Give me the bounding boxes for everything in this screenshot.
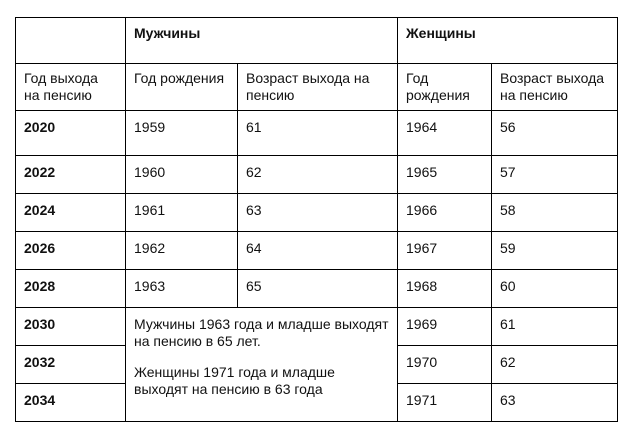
men-retirement-age: 61: [238, 111, 398, 156]
women-birth-year: 1968: [398, 270, 492, 308]
retirement-year: 2034: [16, 384, 126, 422]
men-birth-year: 1959: [126, 111, 238, 156]
column-header: Возраст выхода на пенсию: [238, 64, 398, 111]
column-header: Год выхода на пенсию: [16, 64, 126, 111]
men-note: Мужчины 1963 года и младше выходят на пенсию в 65 лет.: [134, 316, 389, 349]
men-retirement-age: 63: [238, 194, 398, 232]
women-retirement-age: 59: [492, 232, 618, 270]
column-header: Возраст выхода на пенсию: [492, 64, 618, 111]
women-birth-year: 1969: [398, 308, 492, 346]
table-row: [16, 194, 618, 232]
women-birth-year: 1970: [398, 346, 492, 384]
retirement-year: 2020: [16, 111, 126, 156]
women-retirement-age: 63: [492, 384, 618, 422]
men-header: Мужчины: [126, 18, 398, 64]
pension-table: [15, 17, 618, 422]
men-birth-year: 1960: [126, 156, 238, 194]
men-retirement-age: 64: [238, 232, 398, 270]
men-birth-year: 1963: [126, 270, 238, 308]
women-birth-year: 1967: [398, 232, 492, 270]
men-retirement-age: 65: [238, 270, 398, 308]
group-header-row: [16, 18, 618, 64]
table-row: [16, 270, 618, 308]
column-header: Год рождения: [126, 64, 238, 111]
retirement-year: 2030: [16, 308, 126, 346]
women-header: Женщины: [398, 18, 618, 64]
women-retirement-age: 57: [492, 156, 618, 194]
women-retirement-age: 56: [492, 111, 618, 156]
table-row: [16, 308, 618, 346]
retirement-year: 2032: [16, 346, 126, 384]
column-header-row: [16, 64, 618, 111]
women-retirement-age: 58: [492, 194, 618, 232]
men-retirement-age: 62: [238, 156, 398, 194]
retirement-year: 2024: [16, 194, 126, 232]
retirement-year: 2026: [16, 232, 126, 270]
women-birth-year: 1971: [398, 384, 492, 422]
men-birth-year: 1962: [126, 232, 238, 270]
empty-header-cell: [16, 18, 126, 64]
women-retirement-age: 60: [492, 270, 618, 308]
table-row: [16, 232, 618, 270]
table-row: [16, 111, 618, 156]
men-birth-year: 1961: [126, 194, 238, 232]
column-header: Год рождения: [398, 64, 492, 111]
women-birth-year: 1964: [398, 111, 492, 156]
women-retirement-age: 61: [492, 308, 618, 346]
women-birth-year: 1965: [398, 156, 492, 194]
women-note: Женщины 1971 года и младше выходят на пенсию в 63 года: [134, 364, 335, 397]
retirement-year: 2022: [16, 156, 126, 194]
women-retirement-age: 62: [492, 346, 618, 384]
women-birth-year: 1966: [398, 194, 492, 232]
men-women-note: [126, 308, 398, 422]
retirement-year: 2028: [16, 270, 126, 308]
table-row: [16, 156, 618, 194]
